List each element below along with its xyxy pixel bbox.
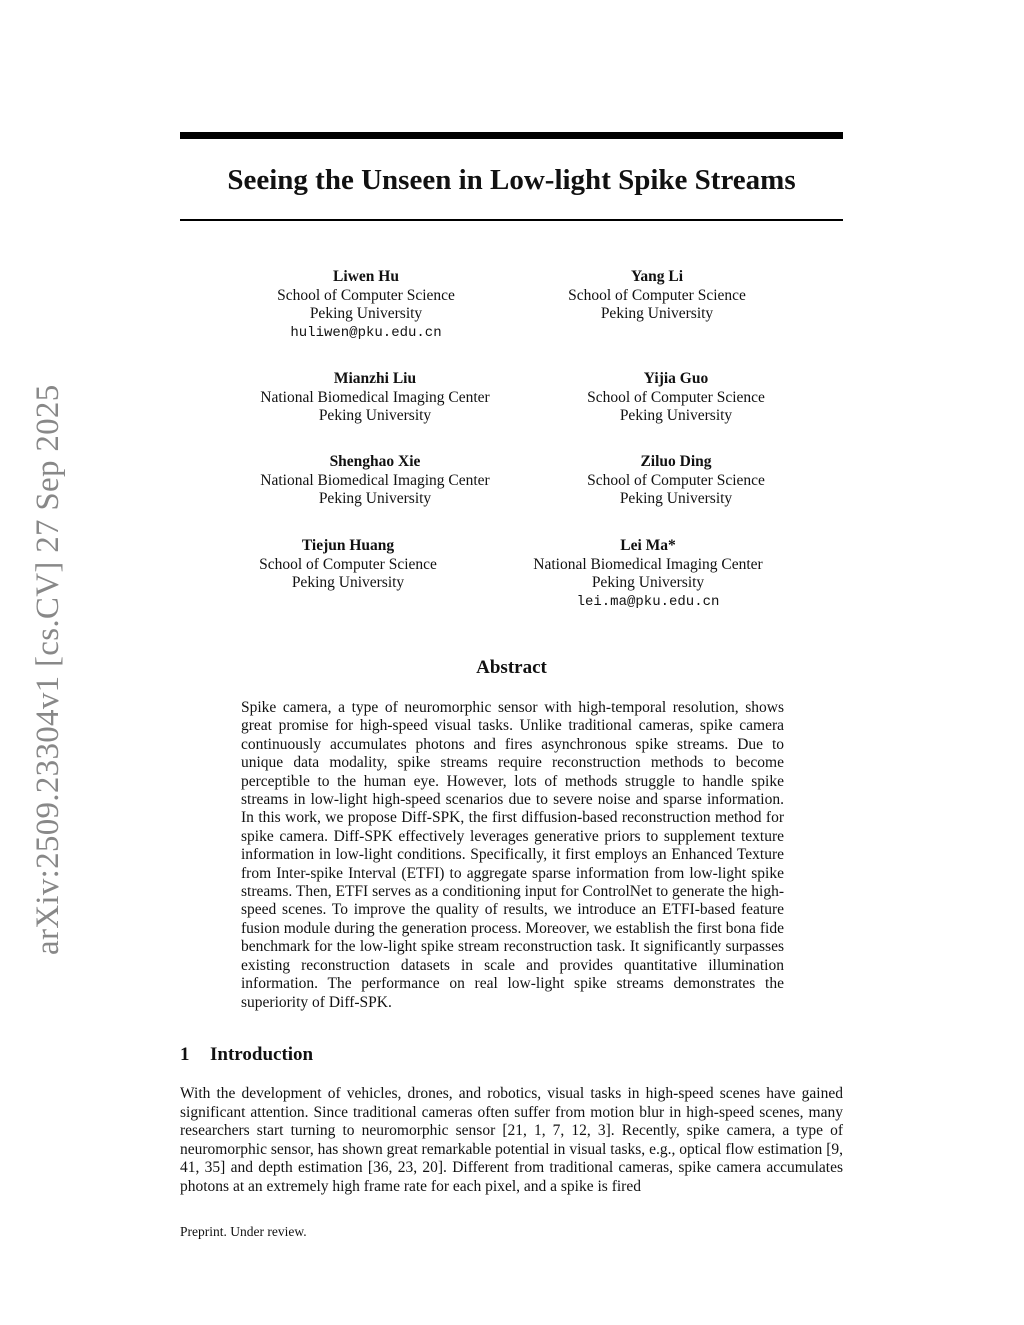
author-institution: Peking University: [619, 407, 733, 424]
author-name: Yijia Guo: [643, 370, 709, 387]
author-block: [560, 453, 792, 509]
author-block: [541, 268, 773, 324]
author-affiliation: School of Computer Science: [277, 286, 455, 304]
author-institution: Peking University: [318, 490, 432, 507]
author-name: Mianzhi Liu: [333, 370, 417, 387]
abstract-text: Spike camera, a type of neuromorphic sensor with high-temporal resolution, shows great promise for high-speed visual tasks. Unlike traditional cameras, spike camera continuously accumulates photons and fires asynchronous spike streams. Due to unique data modality, spike streams require reconstruction methods to become perceptible to the human eye. However, lots of methods struggle to handle spike streams in low-light high-speed scenarios due to severe noise and sparse information. In this work, we propose Diff-SPK, the first diffusion-based reconstruction method for spike camera. Diff-SPK effectively leverages generative priors to supplement texture information in low-light conditions. Specifically, it first employs an Enhanced Texture from Inter-spike Interval (ETFI) to aggregate sparse information from low-light spike streams. Then, ETFI serves as a conditioning input for ControlNet to generate the high-speed scenes. To improve the quality of results, we introduce an ETFI-based feature fusion module during the generation process. Moreover, we establish the first bona fide benchmark for the low-light spike stream reconstruction task. It significantly surpasses existing reconstruction datasets in scale and provides quantitative illumination information. The performance on real low-light spike streams demonstrates the superiority of Diff-SPK.: [241, 699, 784, 1011]
author-institution: Peking University: [309, 305, 423, 322]
footer-note: Preprint. Under review.: [180, 1224, 307, 1239]
author-name: Liwen Hu: [333, 268, 399, 285]
author-affiliation: National Biomedical Imaging Center: [260, 388, 490, 406]
author-name: Ziluo Ding: [640, 453, 712, 470]
author-block: [240, 370, 510, 426]
author-block: [250, 268, 482, 342]
section-title: Introduction: [210, 1044, 314, 1065]
author-name: Lei Ma*: [620, 537, 676, 554]
introduction-text: With the development of vehicles, drones, and robotics, visual tasks in high-speed scenes have gained significant attention. Since traditional cameras often suffer from motion blur in high-speed scenes, many researchers start turning to neuromorphic sensor [21, 1, 7, 12, 3]. Recently, spike camera, a type of neuromorphic sensor, has shown great remarkable potential in visual tasks, e.g., optical flow estimation [9, 41, 35] and depth estimation [36, 23, 20]. Different from traditional cameras, spike camera accumulates photons at an extremely high frame rate for each pixel, and a spike is fired: [180, 1085, 843, 1195]
author-affiliation: School of Computer Science: [259, 555, 437, 573]
author-institution: Peking University: [318, 407, 432, 424]
arxiv-identifier: arXiv:2509.23304v1 [cs.CV] 27 Sep 2025: [30, 384, 66, 955]
author-email: lei.ma@pku.edu.cn: [576, 593, 720, 610]
title-rule-bottom: [180, 219, 843, 221]
author-name: Shenghao Xie: [329, 453, 421, 470]
author-affiliation: School of Computer Science: [587, 471, 765, 489]
author-institution: Peking University: [619, 490, 733, 507]
author-email: huliwen@pku.edu.cn: [290, 324, 442, 341]
author-affiliation: National Biomedical Imaging Center: [260, 471, 490, 489]
abstract-heading: Abstract: [476, 657, 547, 678]
author-name: Yang Li: [630, 268, 684, 285]
author-block: [513, 537, 783, 611]
author-block: [232, 537, 464, 593]
author-block: [560, 370, 792, 426]
author-affiliation: School of Computer Science: [568, 286, 746, 304]
author-name: Tiejun Huang: [301, 537, 395, 554]
author-block: [240, 453, 510, 509]
section-heading: [180, 1043, 313, 1067]
paper-title: Seeing the Unseen in Low-light Spike Streams: [227, 164, 796, 196]
section-number: 1: [180, 1044, 190, 1065]
author-affiliation: National Biomedical Imaging Center: [533, 555, 763, 573]
author-institution: Peking University: [591, 574, 705, 591]
author-institution: Peking University: [291, 574, 405, 591]
author-affiliation: School of Computer Science: [587, 388, 765, 406]
title-rule-top: [180, 132, 843, 139]
author-institution: Peking University: [600, 305, 714, 322]
